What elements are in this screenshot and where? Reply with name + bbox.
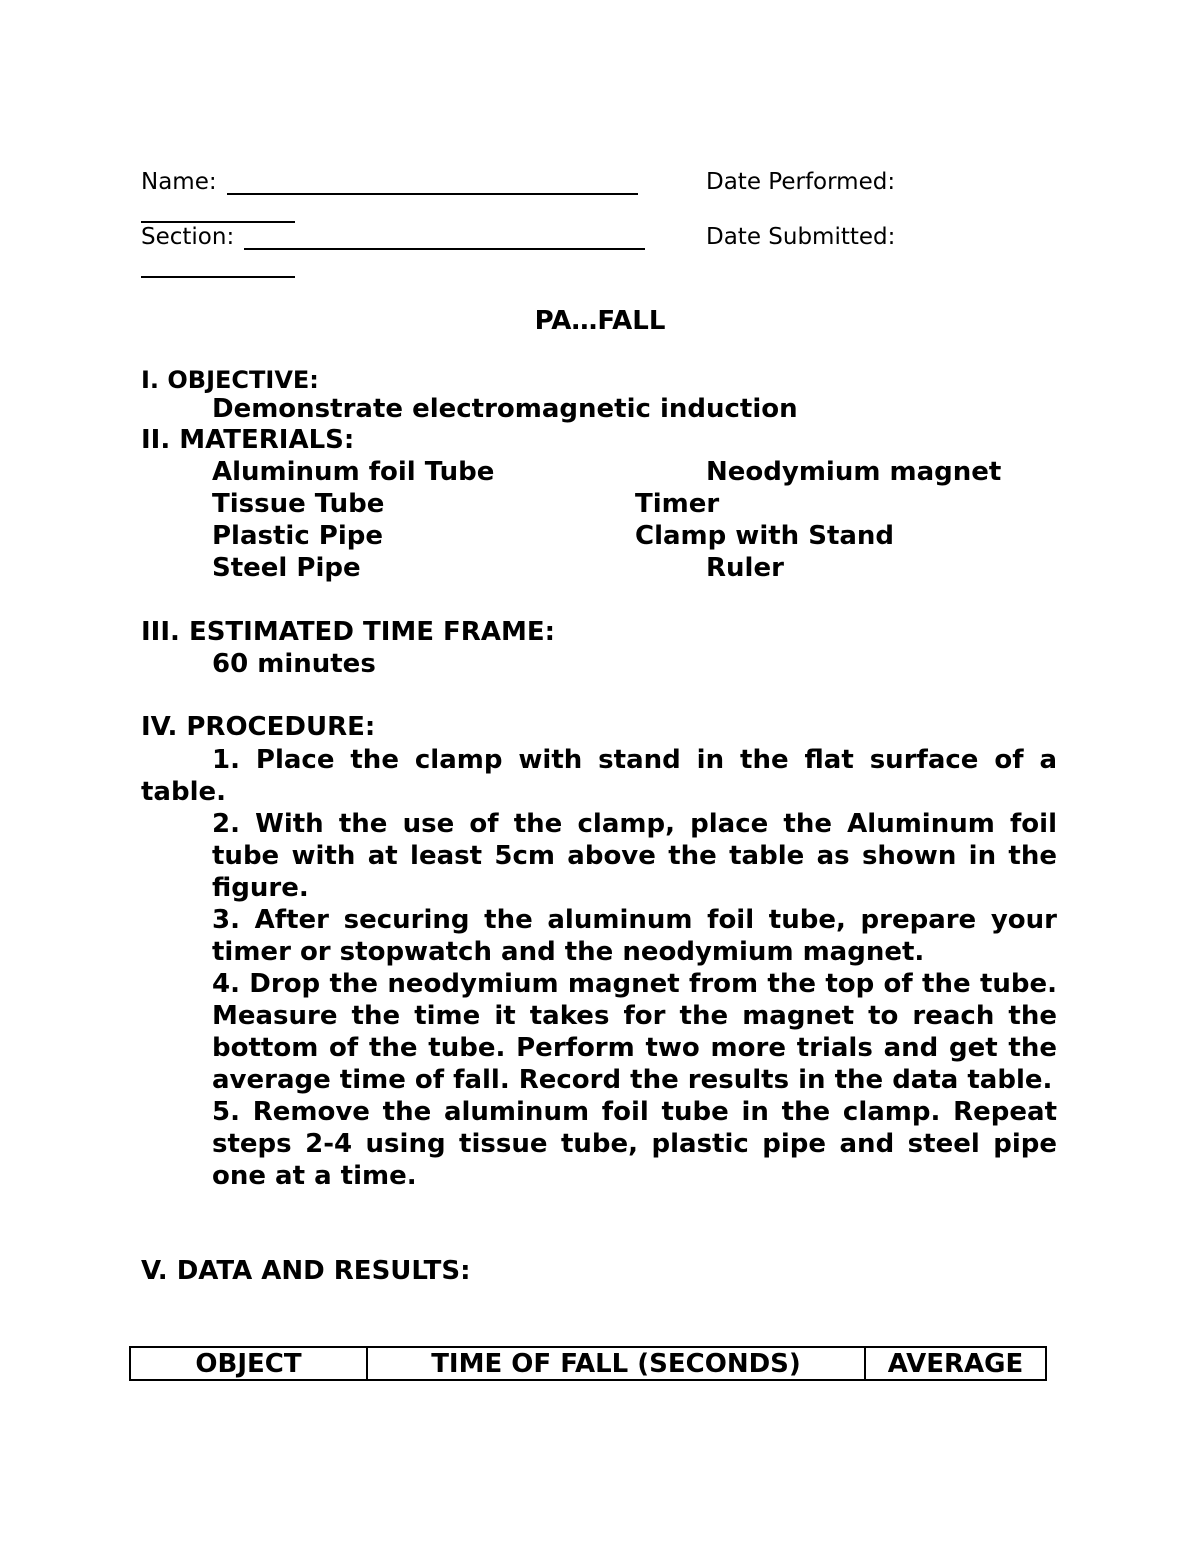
material-item: Clamp with Stand [635,521,895,551]
procedure-steps [141,744,1057,1192]
section-label: Section: [141,224,235,250]
date-submitted-field-line[interactable] [141,276,295,278]
material-item: Ruler [706,553,784,583]
time-frame-text: 60 minutes [212,649,376,679]
material-item: Steel Pipe [212,553,361,583]
procedure-heading: IV. PROCEDURE: [141,712,376,742]
column-header-average: AVERAGE [865,1347,1046,1380]
procedure-step: 4. Drop the neodymium magnet from the top of the tube. Measure the time it takes for the magnet to reach the bottom of the tube. Perform two more trials and get the average time of fall. Record the results in the data table. [212,969,1057,1095]
material-item: Timer [635,489,720,519]
material-item: Tissue Tube [212,489,385,519]
section-field-line[interactable] [244,248,645,250]
date-performed-field-line[interactable] [141,221,295,223]
procedure-step: 1. Place the clamp with stand in the flat surface of a table. [141,745,1057,807]
date-submitted-label: Date Submitted: [706,224,896,250]
column-header-object: OBJECT [130,1347,367,1380]
data-results-heading: V. DATA AND RESULTS: [141,1256,471,1286]
material-item: Aluminum foil Tube [212,457,495,487]
date-performed-label: Date Performed: [706,169,896,195]
objective-text: Demonstrate electromagnetic induction [212,394,798,424]
procedure-step: 3. After securing the aluminum foil tube, prepare your timer or stopwatch and the neodymium magnet. [212,905,1057,967]
procedure-step: 2. With the use of the clamp, place the Aluminum foil tube with at least 5cm above the table as shown in the figure. [212,809,1057,903]
material-item: Neodymium magnet [706,457,1002,487]
procedure-step: 5. Remove the aluminum foil tube in the clamp. Repeat steps 2-4 using tissue tube, plastic pipe and steel pipe one at a time. [212,1097,1057,1191]
table-header-row [130,1347,1046,1380]
objective-heading: I. OBJECTIVE: [141,366,319,394]
document-title: PA…FALL [534,306,666,336]
name-label: Name: [141,169,217,195]
materials-heading: II. MATERIALS: [141,425,355,455]
material-item: Plastic Pipe [212,521,384,551]
time-frame-heading: III. ESTIMATED TIME FRAME: [141,617,555,647]
data-table [129,1346,1047,1381]
name-field-line[interactable] [227,193,638,195]
column-header-time-of-fall: TIME OF FALL (SECONDS) [367,1347,865,1380]
